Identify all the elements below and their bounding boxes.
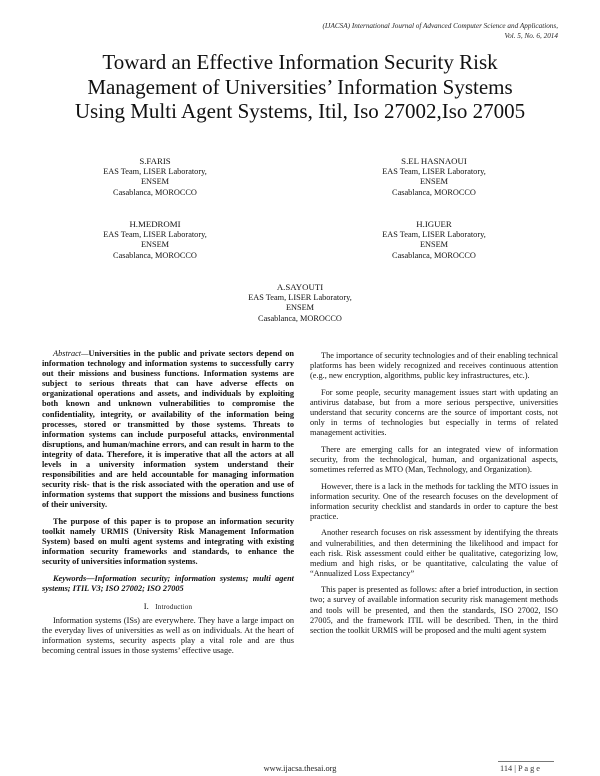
- author-school: ENSEM: [419, 177, 449, 187]
- author-name: S.FARIS: [139, 156, 171, 166]
- author-school: ENSEM: [140, 240, 170, 250]
- journal-url: www.ijacsa.thesai.org: [263, 764, 337, 773]
- section-title: Introduction: [155, 602, 193, 611]
- right-column: [310, 351, 558, 642]
- author-block: [55, 219, 255, 261]
- author-name: H.IGUER: [416, 219, 452, 229]
- page-number: 114 | P a g e: [500, 764, 540, 773]
- body-paragraph: This paper is presented as follows: after a brief introduction, in section two; a survey of available information security risk management methods and tools will be presented, and then the standards, ISO 27002, ISO 27005, and the framework ITIL will be described. Then, in the third section the toolkit URMIS will be proposed and the multi agent system: [310, 585, 558, 635]
- abstract-text: Universities in the public and private sectors depend on information technology and information systems to successfully carry out their missions and business functions. Information systems are subject to serious threats that can have adverse effects on organizational operations and assets, and individuals by exploiting both known and unknown vulnerabilities to compromise the confidentiality, integrity, or availability of the information being processes, stored or transmitted by those systems. Threats to information systems can include purposeful attacks, environmental disruptions, and human/machine errors, and can result in harm to the integrity of data. Therefore, it is imperative that all the actors at all levels in a university information system understand their responsibilities and are held accountable for managing information security risk- that is the risk associated with the operation and use of information systems that support the missions and business functions of their university.: [42, 349, 294, 510]
- author-name: A.SAYOUTI: [276, 282, 324, 292]
- abstract-label: Abstract—: [53, 349, 89, 358]
- body-paragraph: There are emerging calls for an integrated view of information security, from the technological, human, and organizational aspects, sometimes referred as MTO (Man, Technology, and Organization).: [310, 444, 558, 474]
- body-paragraph: For some people, security management issues start with updating an antivirus database, but from a more serious perspective, universities understand that security concerns are the source of important costs, not only in terms of technologies but especially in terms of related management activities.: [310, 387, 558, 438]
- author-block: [334, 219, 534, 261]
- author-location: Casablanca, MOROCCO: [392, 187, 476, 197]
- journal-header: [138, 22, 558, 41]
- footer-divider: [498, 761, 554, 762]
- body-paragraph: The importance of security technologies and of their enabling technical platforms has been widely recognized and receives continuous attention (e.g., new encryption, algorithms, public key infrastructures, etc.).: [310, 351, 558, 381]
- journal-header-line2: Vol. 5, No. 6, 2014: [504, 31, 558, 40]
- author-block: [55, 156, 255, 198]
- author-school: ENSEM: [140, 177, 170, 187]
- author-affiliation: EAS Team, LISER Laboratory,: [382, 229, 486, 239]
- journal-header-line1: (IJACSA) International Journal of Advanced Computer Science and Applications,: [322, 22, 558, 30]
- author-name: S.EL HASNAOUI: [401, 156, 467, 166]
- keywords-text: Information security; information systems; multi agent systems; ITIL V3; ISO 27002; ISO 27005: [42, 573, 294, 594]
- author-school: ENSEM: [285, 303, 315, 313]
- author-location: Casablanca, MOROCCO: [392, 250, 476, 260]
- author-affiliation: EAS Team, LISER Laboratory,: [248, 292, 352, 302]
- left-column: [42, 349, 294, 663]
- keywords-label: Keywords—: [53, 573, 95, 583]
- body-paragraph: Another research focuses on risk assessment by identifying the threats and vulnerabilities, and then determining the likelihood and impact for each risk. Risk assessment could either be qualitative, categorizing low, medium and high risks, or be quantitative, calculating the value of “Annualized Loss Expectancy”: [310, 528, 558, 578]
- author-affiliation: EAS Team, LISER Laboratory,: [103, 166, 207, 176]
- paper-title: [40, 50, 560, 124]
- author-location: Casablanca, MOROCCO: [258, 313, 342, 323]
- title-line-3: Using Multi Agent Systems, Itil, Iso 27002,Iso 27005: [74, 99, 526, 123]
- body-paragraph: However, there is a lack in the methods for tackling the MTO issues in information security. One of the research focuses on the development of information security checklist and standards in order to capture the best practice.: [310, 481, 558, 521]
- title-line-2: Management of Universities’ Information Systems: [87, 74, 513, 99]
- title-line-1: Toward an Effective Information Security Risk: [102, 50, 498, 74]
- abstract-paragraph-2: The purpose of this paper is to propose an information security toolkit namely URMIS (University Risk Management Information System) based on multi agent systems and integrating with existing information security frameworks and standards, to enhance the security of universities information systems.: [42, 517, 294, 567]
- author-affiliation: EAS Team, LISER Laboratory,: [382, 166, 486, 176]
- author-block: [334, 156, 534, 198]
- intro-paragraph: Information systems (ISs) are everywhere. They have a large impact on the everyday lives of universities as well as on individuals. At the heart of information systems, security aspects play a vital role and are thus becoming central issues in those systems’ effective usage.: [42, 615, 294, 656]
- author-affiliation: EAS Team, LISER Laboratory,: [103, 229, 207, 239]
- author-location: Casablanca, MOROCCO: [113, 187, 197, 197]
- keywords-paragraph: [42, 574, 294, 594]
- author-location: Casablanca, MOROCCO: [113, 250, 197, 260]
- section-heading: [42, 601, 294, 612]
- author-block: [200, 282, 400, 324]
- author-name: H.MEDROMI: [129, 219, 181, 229]
- abstract-paragraph: [42, 349, 294, 511]
- section-number: I.: [143, 600, 149, 611]
- author-school: ENSEM: [419, 240, 449, 250]
